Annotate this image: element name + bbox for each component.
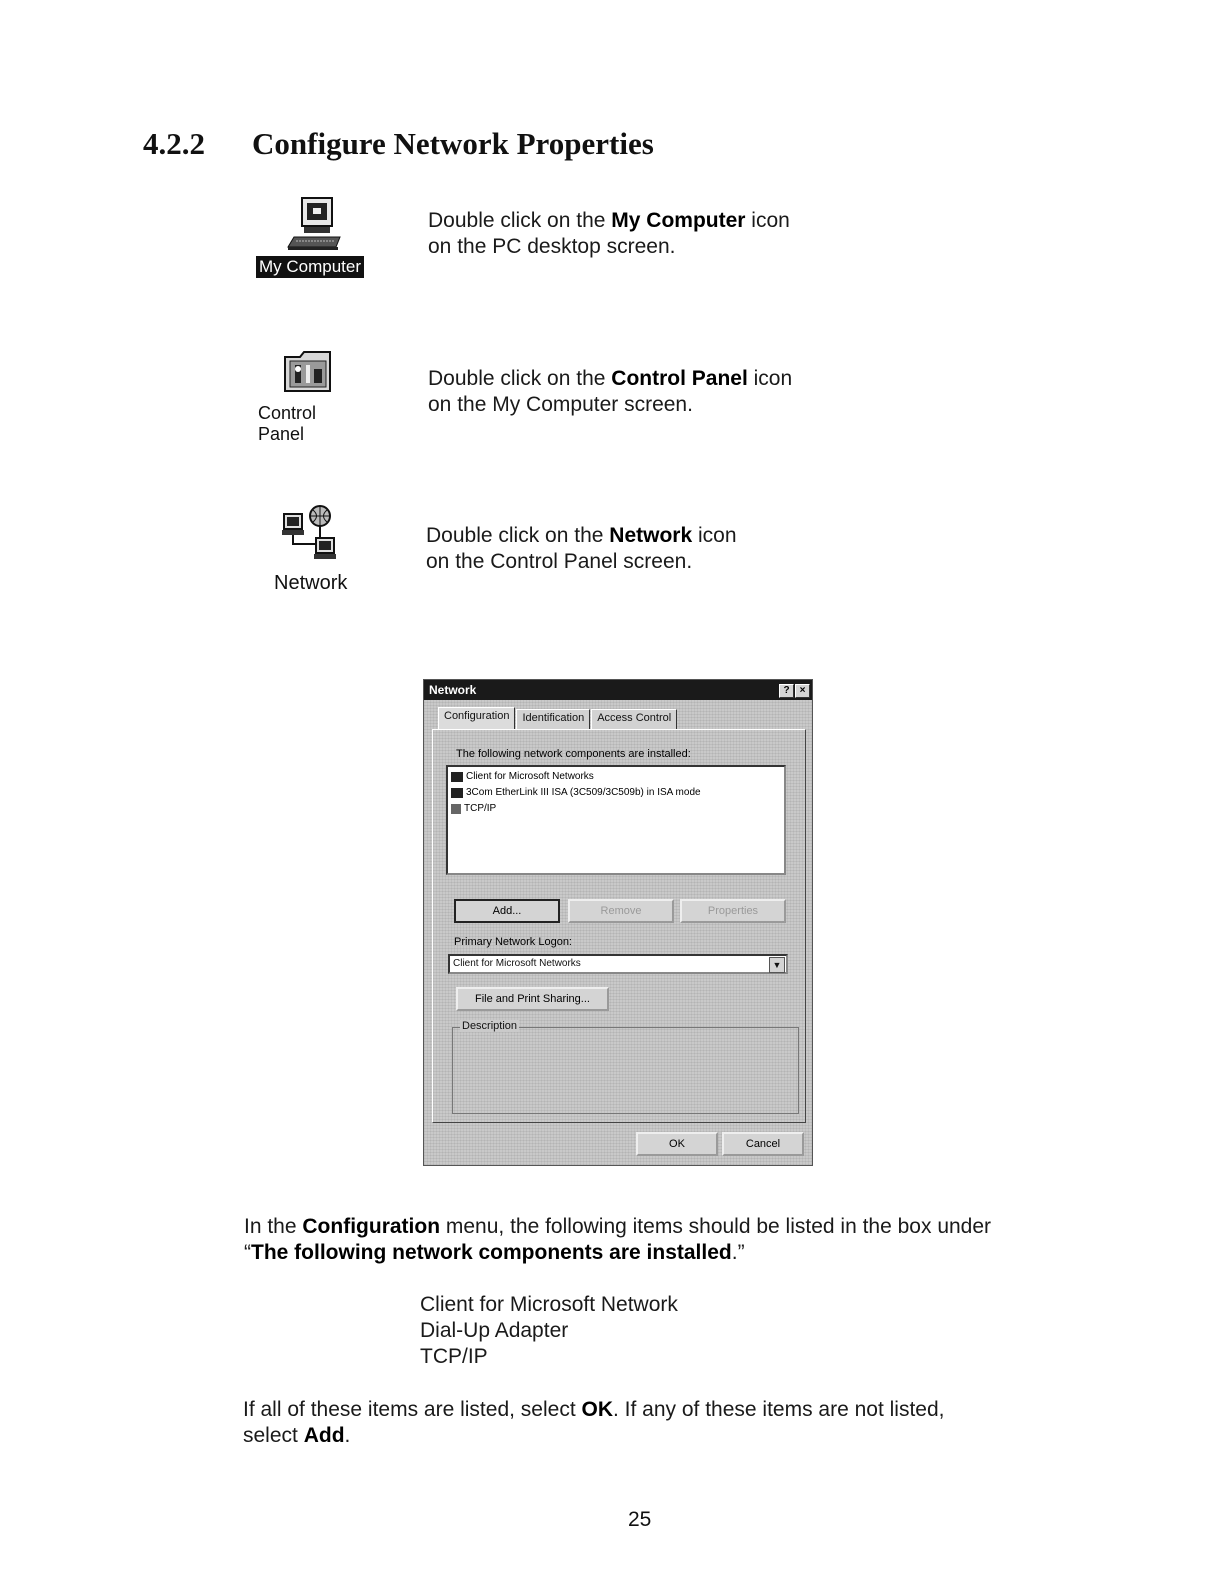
config-quote-close: .”: [731, 1241, 745, 1264]
network-dialog: [423, 679, 813, 1166]
final-paragraph: [243, 1397, 1103, 1449]
tab-access-control[interactable]: Access Control: [591, 709, 677, 729]
tab-identification[interactable]: Identification: [516, 709, 590, 729]
my-computer-icon-label: My Computer: [256, 256, 364, 278]
network-adapter-icon: [451, 788, 463, 798]
dialog-title: Network: [429, 683, 477, 697]
primary-logon-label: Primary Network Logon:: [454, 936, 572, 948]
list-item: Dial-Up Adapter: [420, 1319, 569, 1342]
step-1-text: [428, 208, 928, 260]
cancel-button[interactable]: Cancel: [722, 1132, 804, 1156]
components-listbox[interactable]: [446, 765, 786, 875]
chevron-down-icon[interactable]: ▼: [769, 957, 785, 973]
page-number: 25: [628, 1508, 652, 1531]
list-item: TCP/IP: [420, 1345, 488, 1368]
protocol-icon: [451, 804, 461, 814]
remove-button[interactable]: Remove: [568, 899, 674, 923]
final-end: .: [344, 1424, 351, 1447]
step-1-pre: Double click on the: [428, 209, 612, 232]
step-2-text: [428, 366, 928, 418]
dialog-title-bar[interactable]: [424, 680, 812, 700]
file-print-sharing-button[interactable]: File and Print Sharing...: [456, 987, 609, 1011]
primary-logon-value: Client for Microsoft Networks: [453, 958, 581, 969]
step-2-bold: Control Panel: [611, 367, 748, 390]
help-button[interactable]: ?: [779, 684, 794, 698]
control-panel-icon-label: Control Panel: [258, 403, 317, 444]
step-2-post: icon: [747, 367, 793, 390]
list-item[interactable]: [451, 771, 594, 782]
components-list-label: The following network components are installed:: [456, 748, 691, 760]
control-panel-desktop-icon[interactable]: [256, 347, 366, 444]
client-icon: [451, 772, 463, 782]
config-pre: In the: [244, 1215, 303, 1238]
primary-logon-select[interactable]: [448, 954, 788, 974]
component-label: 3Com EtherLink III ISA (3C509/3C509b) in ISA mode: [466, 787, 701, 798]
ok-button[interactable]: OK: [636, 1132, 718, 1156]
final-pre: If all of these items are listed, select: [243, 1398, 582, 1421]
my-computer-icon: [284, 195, 344, 255]
step-1-bold: My Computer: [611, 209, 746, 232]
step-3-post: icon: [692, 524, 737, 547]
step-2-pre: Double click on the: [428, 367, 612, 390]
config-bold-installed: The following network components are installed: [251, 1241, 732, 1264]
section-number: 4.2.2: [143, 126, 205, 161]
final-mid: . If any of these items are not listed,: [612, 1398, 945, 1421]
required-components-list: [420, 1292, 678, 1370]
final-pre2: select: [243, 1424, 304, 1447]
final-ok: OK: [581, 1398, 613, 1421]
description-label: Description: [462, 1020, 518, 1032]
tab-configuration[interactable]: Configuration: [438, 707, 515, 729]
step-1-line2: on the PC desktop screen.: [428, 235, 676, 258]
step-1-post: icon: [745, 209, 790, 232]
list-item[interactable]: [451, 803, 496, 814]
control-panel-icon: [282, 347, 334, 395]
network-icon-label: Network: [274, 572, 348, 594]
list-item[interactable]: [451, 787, 701, 798]
component-label: TCP/IP: [464, 803, 497, 814]
my-computer-desktop-icon[interactable]: [256, 195, 368, 285]
section-title: Configure Network Properties: [252, 126, 654, 161]
network-icon: [280, 504, 344, 566]
description-group: [452, 1027, 799, 1114]
list-item: Client for Microsoft Network: [420, 1293, 678, 1316]
dialog-tabs: [438, 709, 678, 729]
step-3-bold: Network: [609, 524, 693, 547]
config-mid: menu, the following items should be listed in the box under: [440, 1215, 992, 1238]
config-quote-open: “: [244, 1241, 251, 1264]
network-desktop-icon[interactable]: [270, 504, 360, 599]
final-add: Add: [303, 1424, 345, 1447]
step-3-line2: on the Control Panel screen.: [426, 550, 693, 573]
step-3-pre: Double click on the: [426, 524, 610, 547]
component-label: Client for Microsoft Networks: [466, 771, 594, 782]
config-bold-configuration: Configuration: [302, 1215, 441, 1238]
add-button[interactable]: Add...: [454, 899, 560, 923]
close-button[interactable]: ×: [795, 684, 810, 698]
properties-button[interactable]: Properties: [680, 899, 786, 923]
step-2-line2: on the My Computer screen.: [428, 393, 693, 416]
step-3-text: [426, 523, 926, 575]
configuration-paragraph: [244, 1214, 1104, 1266]
